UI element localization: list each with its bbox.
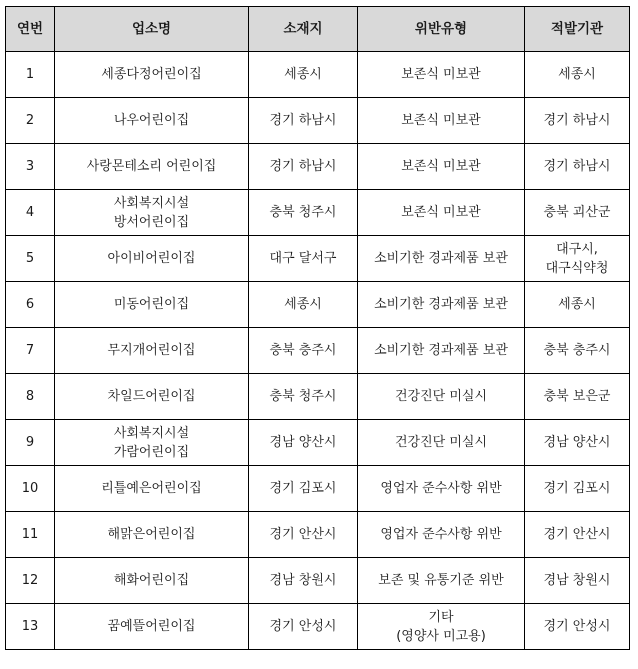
agency-cell-text: 경기 안성시 — [543, 619, 611, 634]
table-row — [6, 282, 630, 328]
location-cell-text: 경기 하남시 — [269, 159, 337, 174]
table-body — [6, 52, 630, 650]
table-row — [6, 558, 630, 604]
header-agency: 적발기관 — [525, 7, 630, 52]
location-cell — [249, 604, 358, 650]
number-cell-text: 8 — [25, 389, 35, 404]
number-cell-text: 13 — [21, 619, 39, 634]
number-cell-text: 9 — [25, 435, 35, 450]
agency-cell — [525, 604, 630, 650]
number-cell-text: 11 — [21, 527, 39, 542]
business-name-cell — [55, 558, 249, 604]
violation-type-cell-text: 보존 및 유통기준 위반 — [378, 573, 504, 588]
agency-cell — [525, 282, 630, 328]
number-cell-text: 4 — [25, 205, 35, 220]
number-cell — [6, 98, 55, 144]
table-row — [6, 374, 630, 420]
business-name-cell — [55, 236, 249, 282]
header-violation-type: 위반유형 — [358, 7, 525, 52]
agency-cell — [525, 466, 630, 512]
violations-table — [5, 6, 630, 650]
business-name-cell-text: 해맑은어린이집 — [107, 527, 196, 542]
table-header-row — [6, 7, 630, 52]
violation-type-cell-text: 보존식 미보관 — [401, 113, 481, 128]
location-cell-text: 경기 안산시 — [269, 527, 337, 542]
violation-type-cell — [358, 558, 525, 604]
location-cell — [249, 236, 358, 282]
business-name-cell — [55, 98, 249, 144]
business-name-cell-text: 세종다정어린이집 — [101, 67, 202, 82]
number-cell-text: 7 — [25, 343, 35, 358]
business-name-cell — [55, 604, 249, 650]
business-name-cell-text: 사회복지시설 가람어린이집 — [113, 425, 190, 460]
business-name-cell — [55, 328, 249, 374]
location-cell-text: 경기 하남시 — [269, 113, 337, 128]
business-name-cell-text: 미동어린이집 — [113, 297, 190, 312]
business-name-cell-text: 차일드어린이집 — [107, 389, 196, 404]
business-name-cell — [55, 282, 249, 328]
number-cell — [6, 144, 55, 190]
location-cell — [249, 374, 358, 420]
location-cell — [249, 558, 358, 604]
violation-type-cell-text: 기타 (영양사 미고용) — [396, 609, 486, 644]
location-cell-text: 경기 안성시 — [269, 619, 337, 634]
violation-type-cell-text: 영업자 준수사항 위반 — [380, 527, 502, 542]
agency-cell — [525, 328, 630, 374]
number-cell — [6, 236, 55, 282]
location-cell-text: 세종시 — [284, 297, 322, 312]
business-name-cell-text: 아이비어린이집 — [107, 251, 196, 266]
location-cell — [249, 282, 358, 328]
violation-type-cell — [358, 512, 525, 558]
location-cell-text: 경남 창원시 — [269, 573, 337, 588]
agency-cell — [525, 190, 630, 236]
violation-type-cell-text: 소비기한 경과제품 보관 — [374, 343, 508, 358]
agency-cell-text: 경기 안산시 — [543, 527, 611, 542]
violation-type-cell — [358, 190, 525, 236]
header-location: 소재지 — [249, 7, 358, 52]
number-cell-text: 12 — [21, 573, 39, 588]
agency-cell-text: 경기 하남시 — [543, 159, 611, 174]
table-row — [6, 512, 630, 558]
table-row — [6, 420, 630, 466]
table-row — [6, 52, 630, 98]
business-name-cell — [55, 420, 249, 466]
violation-type-cell-text: 소비기한 경과제품 보관 — [374, 251, 508, 266]
number-cell-text: 6 — [25, 297, 35, 312]
agency-cell-text: 세종시 — [558, 67, 596, 82]
business-name-cell — [55, 52, 249, 98]
violation-type-cell — [358, 328, 525, 374]
agency-cell-text: 세종시 — [558, 297, 596, 312]
agency-cell — [525, 52, 630, 98]
business-name-cell-text: 해화어린이집 — [113, 573, 190, 588]
number-cell-text: 2 — [25, 113, 35, 128]
number-cell-text: 3 — [25, 159, 35, 174]
agency-cell — [525, 374, 630, 420]
number-cell-text: 1 — [25, 67, 35, 82]
violation-type-cell — [358, 374, 525, 420]
violation-type-cell-text: 건강진단 미실시 — [394, 435, 488, 450]
number-cell — [6, 420, 55, 466]
location-cell-text: 세종시 — [284, 67, 322, 82]
agency-cell — [525, 512, 630, 558]
location-cell-text: 충북 청주시 — [269, 389, 337, 404]
agency-cell — [525, 236, 630, 282]
location-cell-text: 경남 양산시 — [269, 435, 337, 450]
violation-type-cell-text: 건강진단 미실시 — [394, 389, 488, 404]
business-name-cell-text: 나우어린이집 — [113, 113, 190, 128]
business-name-cell-text: 무지개어린이집 — [107, 343, 196, 358]
location-cell-text: 충북 청주시 — [269, 205, 337, 220]
agency-cell — [525, 420, 630, 466]
agency-cell-text: 경기 하남시 — [543, 113, 611, 128]
violation-type-cell — [358, 420, 525, 466]
location-cell — [249, 144, 358, 190]
violation-type-cell — [358, 466, 525, 512]
table-row — [6, 466, 630, 512]
number-cell — [6, 282, 55, 328]
table-row — [6, 604, 630, 650]
violation-type-cell-text: 보존식 미보관 — [401, 205, 481, 220]
location-cell-text: 대구 달서구 — [269, 251, 337, 266]
number-cell — [6, 374, 55, 420]
business-name-cell — [55, 512, 249, 558]
location-cell — [249, 512, 358, 558]
violation-type-cell — [358, 604, 525, 650]
violation-type-cell — [358, 236, 525, 282]
agency-cell-text: 충북 보은군 — [543, 389, 611, 404]
location-cell — [249, 466, 358, 512]
violation-type-cell-text: 보존식 미보관 — [401, 67, 481, 82]
agency-cell-text: 경남 창원시 — [543, 573, 611, 588]
number-cell-text: 10 — [21, 481, 39, 496]
number-cell — [6, 328, 55, 374]
business-name-cell-text: 사랑몬테소리 어린이집 — [86, 159, 217, 174]
table-row — [6, 144, 630, 190]
number-cell — [6, 558, 55, 604]
header-business-name: 업소명 — [55, 7, 249, 52]
business-name-cell — [55, 374, 249, 420]
location-cell — [249, 328, 358, 374]
agency-cell-text: 충북 괴산군 — [543, 205, 611, 220]
number-cell-text: 5 — [25, 251, 35, 266]
table-row — [6, 190, 630, 236]
location-cell-text: 충북 충주시 — [269, 343, 337, 358]
agency-cell-text: 경남 양산시 — [543, 435, 611, 450]
violation-type-cell-text: 영업자 준수사항 위반 — [380, 481, 502, 496]
table-row — [6, 236, 630, 282]
business-name-cell — [55, 190, 249, 236]
violation-type-cell-text: 소비기한 경과제품 보관 — [374, 297, 508, 312]
number-cell — [6, 466, 55, 512]
location-cell — [249, 98, 358, 144]
agency-cell-text: 대구시, 대구식약청 — [545, 241, 609, 276]
header-number: 연번 — [6, 7, 55, 52]
agency-cell-text: 경기 김포시 — [543, 481, 611, 496]
violation-type-cell — [358, 52, 525, 98]
violation-type-cell — [358, 282, 525, 328]
table-row — [6, 98, 630, 144]
location-cell — [249, 420, 358, 466]
table-row — [6, 328, 630, 374]
number-cell — [6, 190, 55, 236]
violation-type-cell — [358, 144, 525, 190]
location-cell — [249, 190, 358, 236]
location-cell-text: 경기 김포시 — [269, 481, 337, 496]
agency-cell — [525, 98, 630, 144]
number-cell — [6, 604, 55, 650]
agency-cell — [525, 558, 630, 604]
business-name-cell — [55, 466, 249, 512]
violation-type-cell-text: 보존식 미보관 — [401, 159, 481, 174]
number-cell — [6, 52, 55, 98]
business-name-cell — [55, 144, 249, 190]
number-cell — [6, 512, 55, 558]
business-name-cell-text: 사회복지시설 방서어린이집 — [113, 195, 190, 230]
agency-cell-text: 충북 충주시 — [543, 343, 611, 358]
business-name-cell-text: 꿈예뜰어린이집 — [107, 619, 196, 634]
business-name-cell-text: 리틀예은어린이집 — [101, 481, 202, 496]
location-cell — [249, 52, 358, 98]
violation-type-cell — [358, 98, 525, 144]
agency-cell — [525, 144, 630, 190]
